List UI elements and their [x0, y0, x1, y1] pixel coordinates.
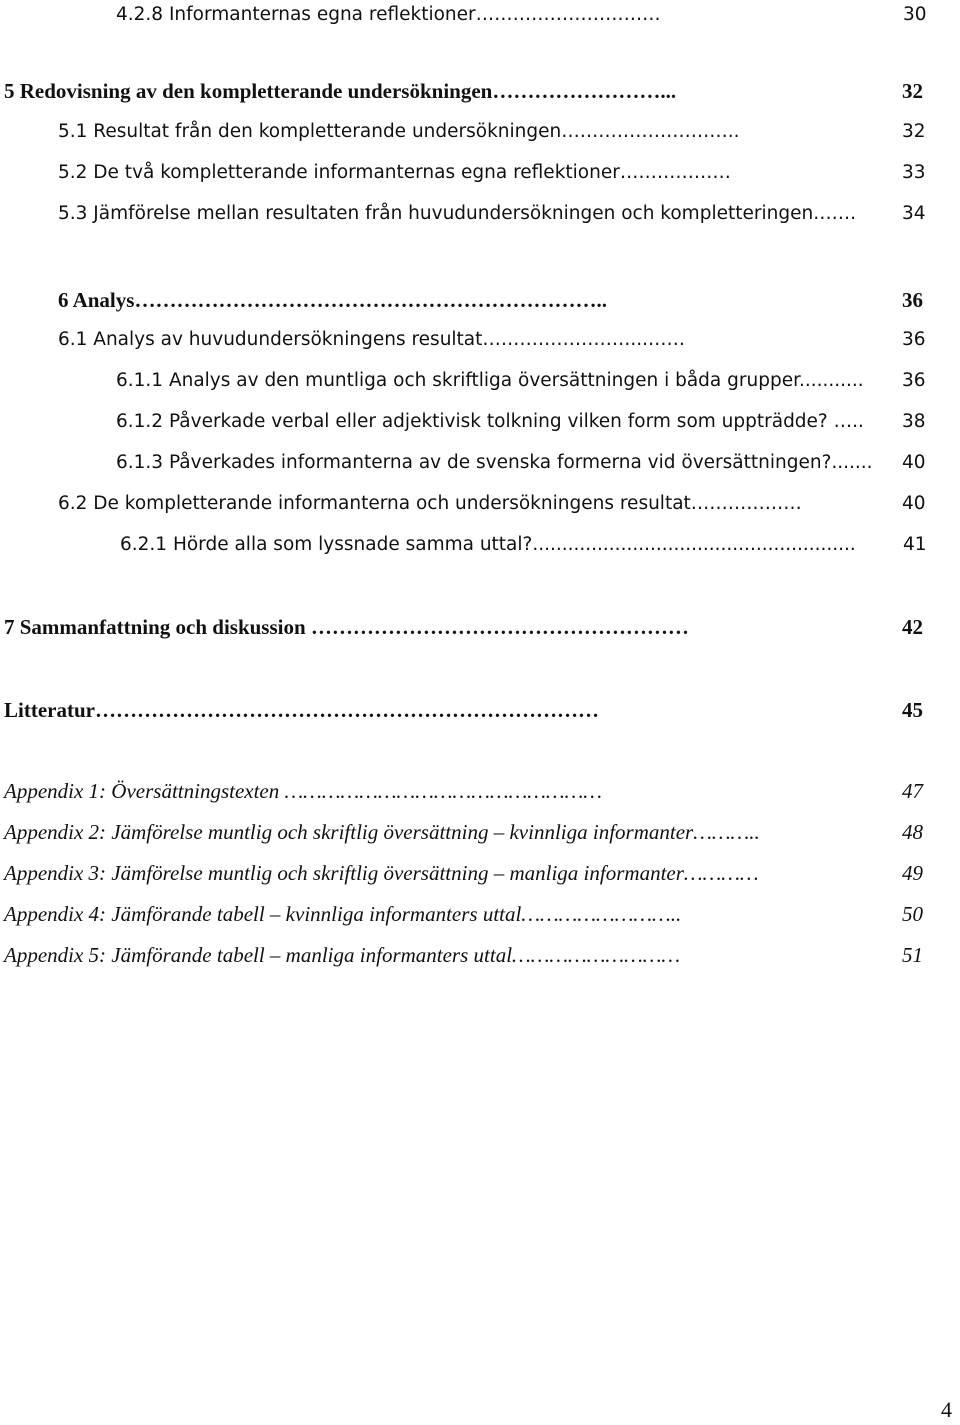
toc-entry-page: 40 — [902, 452, 926, 473]
toc-entry-page: 47 — [902, 779, 923, 803]
toc-entry-page: 36 — [902, 370, 926, 391]
toc-entry-text: Appendix 5: Jämförande tabell – manliga informanters uttal……………………… — [4, 943, 681, 967]
toc-entry-text: Appendix 2: Jämförelse muntlig och skriftlig översättning – kvinnliga informanter……….. — [4, 820, 760, 844]
toc-entry-text: Appendix 4: Jämförande tabell – kvinnliga informanters uttal…………………….. — [4, 902, 682, 926]
toc-entry-page: 32 — [902, 79, 923, 103]
toc-entry-page: 51 — [902, 943, 923, 967]
toc-entry-text: Appendix 1: Översättningstexten …………………………………………… — [4, 779, 602, 803]
toc-entry-text: 6.2 De kompletterande informanterna och undersökningens resultat……………… — [58, 493, 802, 514]
toc-entry-text: 6.1 Analys av huvudundersökningens resultat……………………...…… — [58, 329, 686, 350]
toc-entry-text: 5 Redovisning av den kompletterande undersökningen……………………... — [4, 79, 677, 103]
toc-entry-page: 36 — [902, 329, 926, 350]
toc-entry-page: 34 — [902, 203, 926, 224]
toc-entry-page: 41 — [903, 534, 927, 555]
toc-entry-text: 4.2.8 Informanternas egna reflektioner………………………… — [116, 4, 661, 25]
toc-entry-text: 6.1.3 Påverkades informanterna av de svenska formerna vid översättningen?....... — [116, 452, 873, 473]
toc-entry-text: Litteratur……………………………………………………………… — [4, 698, 599, 722]
toc-entry-page: 42 — [902, 615, 923, 639]
toc-entry-text: 5.3 Jämförelse mellan resultaten från huvudundersökningen och kompletteringen……. — [58, 203, 857, 224]
toc-entry-text: 6.1.2 Påverkade verbal eller adjektivisk tolkning vilken form som uppträdde? ….. — [116, 411, 864, 432]
page-number: 4 — [941, 1397, 952, 1422]
toc-entry-page: 48 — [902, 820, 923, 844]
toc-entry-page: 30 — [903, 4, 927, 25]
toc-entry-page: 45 — [902, 698, 923, 722]
toc-entry-page: 49 — [902, 861, 923, 885]
toc-entry-text: 6.1.1 Analys av den muntliga och skriftliga översättningen i båda grupper........... — [116, 370, 864, 391]
toc-entry-text: 7 Sammanfattning och diskussion ……………………………………………… — [4, 615, 689, 639]
toc-entry-page: 50 — [902, 902, 923, 926]
toc-entry-text: 5.1 Resultat från den kompletterande undersökningen……………………….. — [58, 121, 740, 142]
toc-entry-page: 33 — [902, 162, 926, 183]
toc-entry-text: 6 Analys………………………………………………………….. — [58, 288, 607, 312]
toc-entry-page: 32 — [902, 121, 926, 142]
toc-entry-page: 38 — [902, 411, 926, 432]
toc-entry-text: 6.2.1 Hörde alla som lyssnade samma uttal?....................................................... — [120, 534, 856, 555]
toc-entry-text: 5.2 De två kompletterande informanternas egna reflektioner……………… — [58, 162, 731, 183]
toc-entry-text: Appendix 3: Jämförelse muntlig och skriftlig översättning – manliga informanter………… — [4, 861, 759, 885]
toc-entry-page: 36 — [902, 288, 923, 312]
toc-entry-page: 40 — [902, 493, 926, 514]
